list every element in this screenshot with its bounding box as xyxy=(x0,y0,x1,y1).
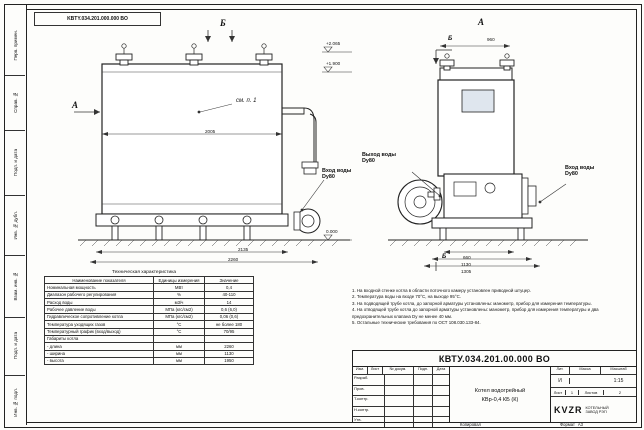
view-cross-section xyxy=(378,16,600,271)
table-row xyxy=(45,284,254,291)
product-name-line2: КВр-0,4 КБ (К) xyxy=(481,396,519,403)
stamp-name xyxy=(385,396,414,406)
scale-value: 1:15 xyxy=(613,378,624,384)
tech-table-title: Техническая характеристика xyxy=(111,270,177,275)
tech-cell: Диапазон рабочего регулирования xyxy=(45,291,154,298)
tech-cell xyxy=(205,335,254,342)
format-value: A3 xyxy=(577,422,583,427)
stamp-sign xyxy=(414,417,433,427)
table-row xyxy=(45,306,254,313)
technical-notes xyxy=(352,288,630,326)
stamp-date xyxy=(433,375,449,385)
stamp-name xyxy=(385,417,414,427)
tech-cell: мм xyxy=(154,350,205,357)
table-row xyxy=(45,299,254,306)
tech-cell: % xyxy=(154,291,205,298)
table-row xyxy=(45,313,254,320)
table-row xyxy=(45,357,254,364)
section-b-bottom-label: Б xyxy=(442,254,447,260)
svg-text:A: A xyxy=(478,17,485,27)
stamp-role: Н.контр. xyxy=(353,407,385,417)
stamp-sign xyxy=(414,407,433,417)
label-outlet-line1: Выход воды xyxy=(362,152,396,158)
stamp-name xyxy=(385,375,414,385)
tech-cell: Номинальная мощность xyxy=(45,284,154,291)
stamp-sign xyxy=(414,375,433,385)
format-footer xyxy=(560,422,583,427)
tech-table xyxy=(44,276,254,365)
table-row xyxy=(45,321,254,328)
leader-outlet xyxy=(410,170,446,202)
tech-cell: МВт xyxy=(154,284,205,291)
margin-cell-3: Инв. № дубл. xyxy=(5,195,25,256)
note-item: 3. На подводящей трубе котла, до запорной арматуры установлены: манометр, прибор для измерения температуры. xyxy=(352,300,592,306)
title-block xyxy=(352,350,637,423)
mass-header: Масса xyxy=(570,367,601,374)
tech-cell: 0,4 xyxy=(205,284,254,291)
drawing-designation: КВТУ.034.201.00.000 ВО xyxy=(438,353,551,364)
tech-cell: 0,6 (6,0) xyxy=(205,306,254,313)
tech-cell: м3/ч xyxy=(154,299,205,306)
svg-text:A: A xyxy=(72,100,79,110)
leader-inlet-left xyxy=(300,176,330,212)
tech-cell: 0,06 (0,6) xyxy=(205,313,254,320)
tech-cell: - высота xyxy=(45,357,154,364)
label-inlet-right-line1: Вход воды xyxy=(565,165,595,171)
tech-cell: не более 180 xyxy=(205,321,254,328)
margin-cell-4: Взам. инв. № xyxy=(5,255,25,318)
tech-cell: 14 xyxy=(205,299,254,306)
top-designation-box: KBTY.034.201.000.000 BO xyxy=(34,12,161,26)
tech-cell: Габариты котла xyxy=(45,335,154,342)
table-row xyxy=(45,335,254,342)
see-item-note: см. п. 1 xyxy=(236,98,257,104)
stamp-role: Пров. xyxy=(353,386,385,396)
stamp-date xyxy=(433,407,449,417)
tech-cell: Температурный график (вход/выход) xyxy=(45,328,154,335)
label-inlet-left-line1: Вход воды xyxy=(322,168,352,174)
elev-0000: 0.000 xyxy=(326,229,338,234)
elev-2065: +2.065 xyxy=(326,41,341,46)
tech-cell xyxy=(154,335,205,342)
tech-table-header-row xyxy=(45,277,254,284)
stamp-col-izm: Изм. xyxy=(353,367,368,374)
stamp-date xyxy=(433,396,449,406)
note-item: 5. Остальные технические требования по ОСТ 108.030.133-84. xyxy=(352,319,481,325)
margin-cell-0: Перв. примен. xyxy=(5,15,25,76)
dim-960: 960 xyxy=(487,37,495,42)
label-outlet-line2: Dy80 xyxy=(362,158,375,164)
stamp-col-list: Лист xyxy=(368,367,383,374)
company-logo: KVZR xyxy=(554,405,583,415)
stamp-role: Разраб. xyxy=(353,375,385,385)
table-row xyxy=(45,291,254,298)
tech-cell: - ширина xyxy=(45,350,154,357)
tech-cell: Рабочее давление воды xyxy=(45,306,154,313)
tech-cell: - длина xyxy=(45,343,154,350)
tech-cell: Гидравлическое сопротивление котла xyxy=(45,313,154,320)
stamp-sign xyxy=(414,396,433,406)
tech-header-1: Единицы измерения xyxy=(154,277,205,284)
sheet-no: 1 xyxy=(566,390,579,395)
sheets-label: Листов xyxy=(579,390,604,395)
table-row xyxy=(45,343,254,350)
company-line2: ЗАВОД РЭП xyxy=(585,410,607,414)
sheets-no: 2 xyxy=(618,389,622,395)
stamp-col-data: Дата xyxy=(436,367,446,371)
leader-inlet-right xyxy=(538,182,568,212)
label-outlet xyxy=(362,152,396,164)
format-label: Формат xyxy=(560,422,575,427)
tech-header-0: Наименование показателя xyxy=(45,277,154,284)
stamp-name xyxy=(385,386,414,396)
label-inlet-left-line2: Dy80 xyxy=(322,174,335,180)
tech-cell: МПа (кгс/см2) xyxy=(154,313,205,320)
copy-label: Копировал xyxy=(460,422,481,427)
company-line1: КОТЕЛЬНЫЙ xyxy=(585,405,609,410)
sheet-label: Лист xyxy=(551,390,566,395)
elev-1900: +1.900 xyxy=(326,61,341,66)
tech-cell: °С xyxy=(154,321,205,328)
dim-2005: 2005 xyxy=(205,129,216,134)
tech-cell: Расход воды xyxy=(45,299,154,306)
stamp-date xyxy=(433,417,449,427)
scale-header: Масштаб xyxy=(610,367,627,371)
margin-cell-2: Подп. и дата xyxy=(5,130,25,196)
tech-cell: 2260 xyxy=(205,343,254,350)
label-inlet-right-line2: Dy80 xyxy=(565,171,578,177)
stamp-sign xyxy=(414,386,433,396)
note-item: 1. На входной стенке котла в области поточного камеру установлен приводной штуцер. xyxy=(352,288,531,293)
tech-characteristic-block xyxy=(44,270,254,365)
margin-cell-6: Инв. № подл. xyxy=(12,388,18,417)
svg-text:Б: Б xyxy=(220,18,226,28)
dim-2135: 2135 xyxy=(238,247,249,252)
tech-cell: °С xyxy=(154,328,205,335)
tech-cell: мм xyxy=(154,357,205,364)
tech-cell: мм xyxy=(154,343,205,350)
stamp-role: Т.контр. xyxy=(353,396,385,406)
lit-header: Лит. xyxy=(551,367,570,374)
note-item: 2. Температура воды на входе 70°С, на выходе 95°С. xyxy=(352,294,461,300)
stamp-date xyxy=(433,386,449,396)
left-margin-column xyxy=(5,5,27,425)
tech-cell: 1950 xyxy=(205,357,254,364)
table-row xyxy=(45,328,254,335)
view-side-elevation xyxy=(60,16,360,266)
lit-value: И xyxy=(551,378,570,384)
stamp-role: Утв. xyxy=(353,417,385,427)
table-row xyxy=(45,350,254,357)
tech-cell: МПа (кгс/см2) xyxy=(154,306,205,313)
tech-cell: 40-110 xyxy=(205,291,254,298)
margin-cell-5: Подп. и дата xyxy=(5,317,25,376)
margin-cell-1: Справ. № xyxy=(5,75,25,131)
dim-660: 660 xyxy=(463,255,471,260)
label-inlet-right xyxy=(565,165,594,177)
stamp-name xyxy=(385,407,414,417)
tech-cell: Температура уходящих газов xyxy=(45,321,154,328)
dim-1305: 1305 xyxy=(461,269,472,274)
tech-cell: 1130 xyxy=(205,350,254,357)
dim-1130: 1130 xyxy=(461,262,471,267)
tech-cell: 70/95 xyxy=(205,328,254,335)
note-item: 4. На отводящей трубе котла до запорной арматуры установлены: манометр, прибор для измерения температуры и два предохранительных клапана Dy не менее 40 мм. xyxy=(352,307,599,319)
stamp-col-podp: Подп. xyxy=(414,367,433,374)
dim-2260: 2260 xyxy=(228,257,239,262)
stamp-col-docnum: № докум. xyxy=(383,367,414,374)
section-b-top-label: Б xyxy=(448,36,453,42)
tech-header-2: Значение xyxy=(205,277,254,284)
product-name-line1: Котел водогрейный xyxy=(474,387,526,394)
